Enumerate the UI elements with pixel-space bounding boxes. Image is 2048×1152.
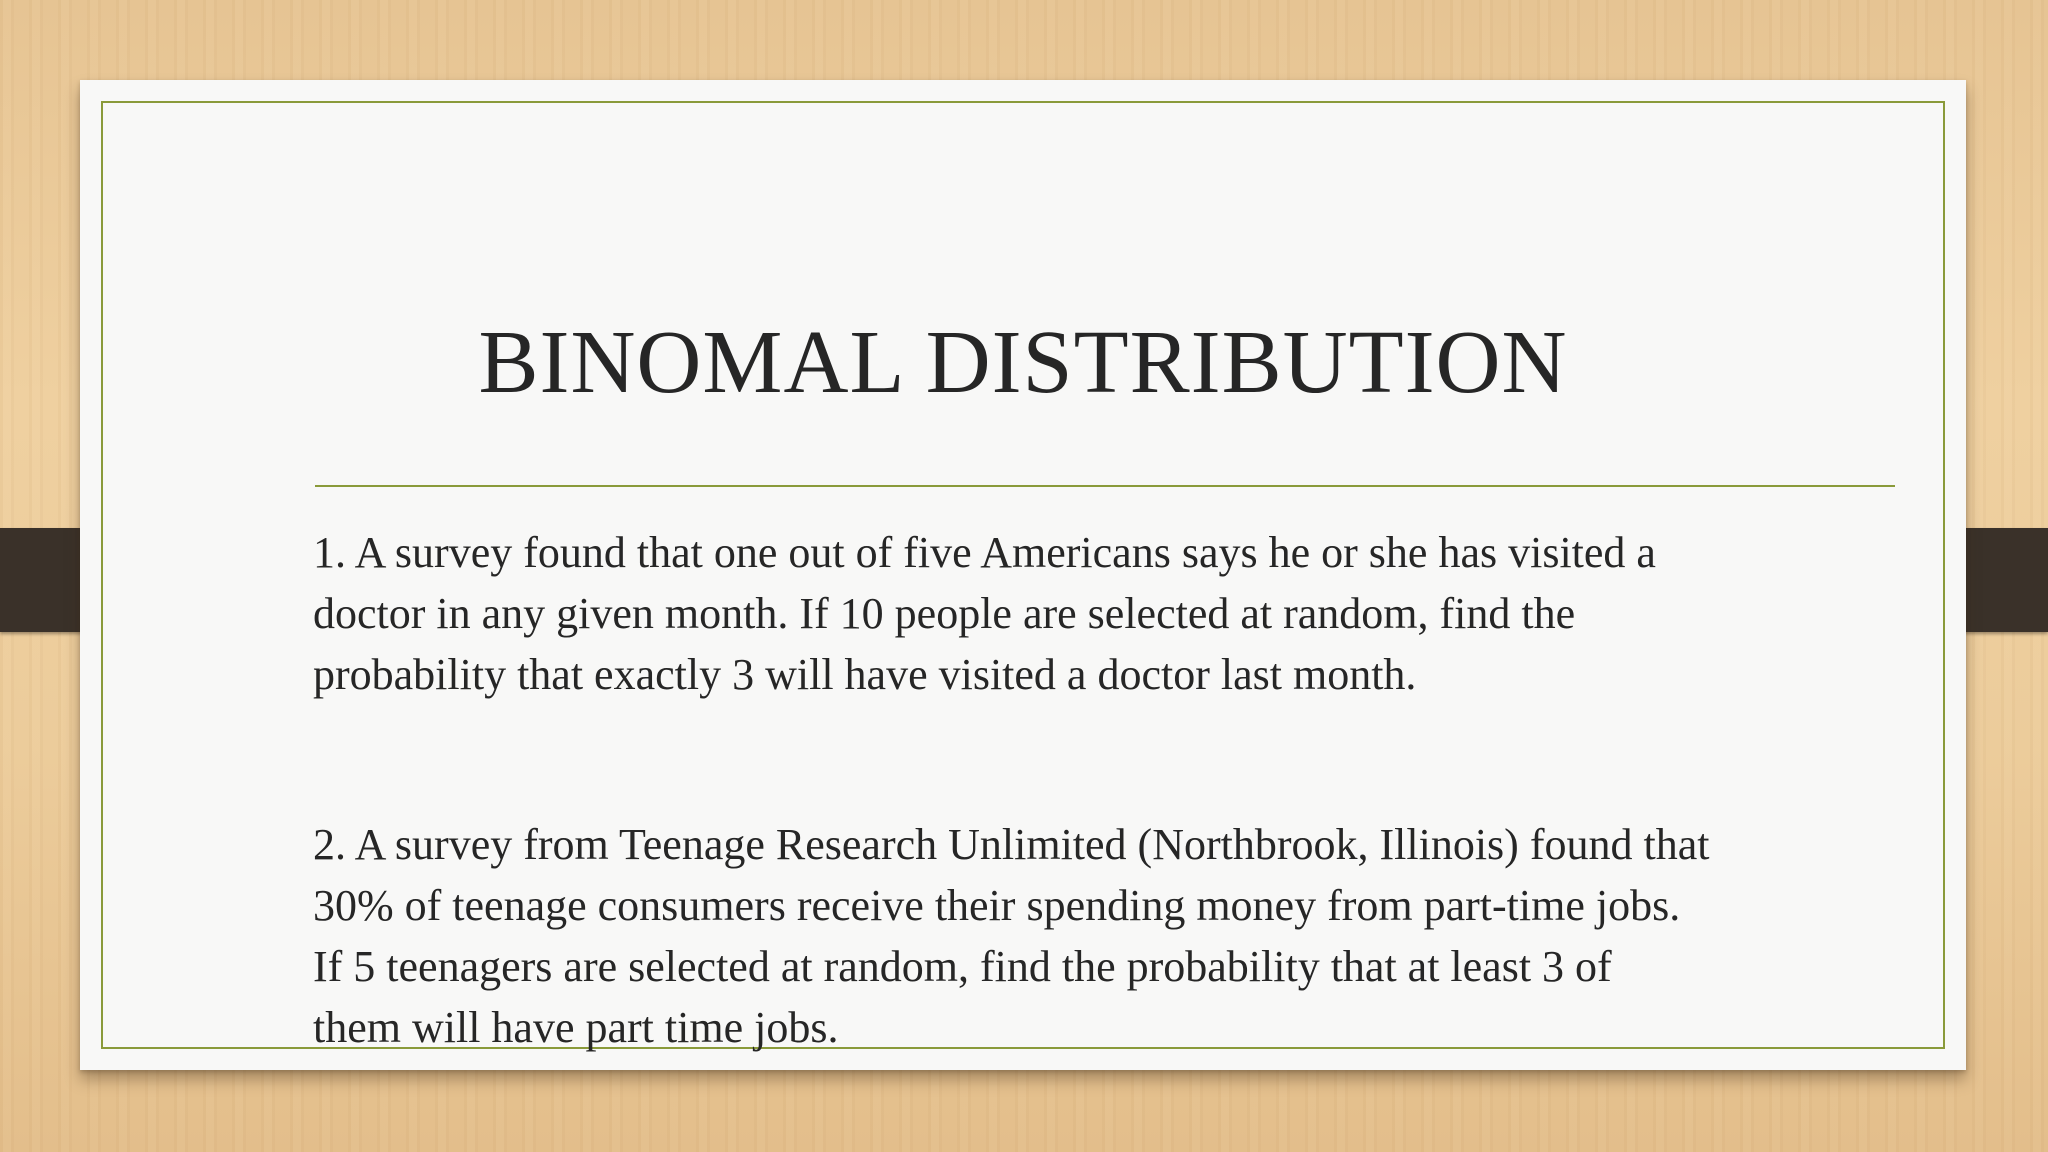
problem-1-text: [313, 522, 1903, 705]
problem-1-line-3: probability that exactly 3 will have visited a doctor last month.: [313, 650, 1417, 699]
problem-1-line-1: 1. A survey found that one out of five Americans says he or she has visited a: [313, 528, 1656, 577]
problem-2-line-2: 30% of teenage consumers receive their spending money from part-time jobs.: [313, 881, 1681, 930]
problem-1-line-2: doctor in any given month. If 10 people are selected at random, find the: [313, 589, 1576, 638]
problem-2-line-1: 2. A survey from Teenage Research Unlimited (Northbrook, Illinois) found that: [313, 820, 1710, 869]
slide-card: [80, 80, 1966, 1070]
problem-2-text: [313, 814, 1903, 1058]
problem-2-line-3: If 5 teenagers are selected at random, find the probability that at least 3 of: [313, 942, 1612, 991]
slide-title: BINOMAL DISTRIBUTION: [478, 313, 1568, 412]
problem-2-line-4: them will have part time jobs.: [313, 1003, 839, 1052]
title-divider: [315, 485, 1895, 487]
